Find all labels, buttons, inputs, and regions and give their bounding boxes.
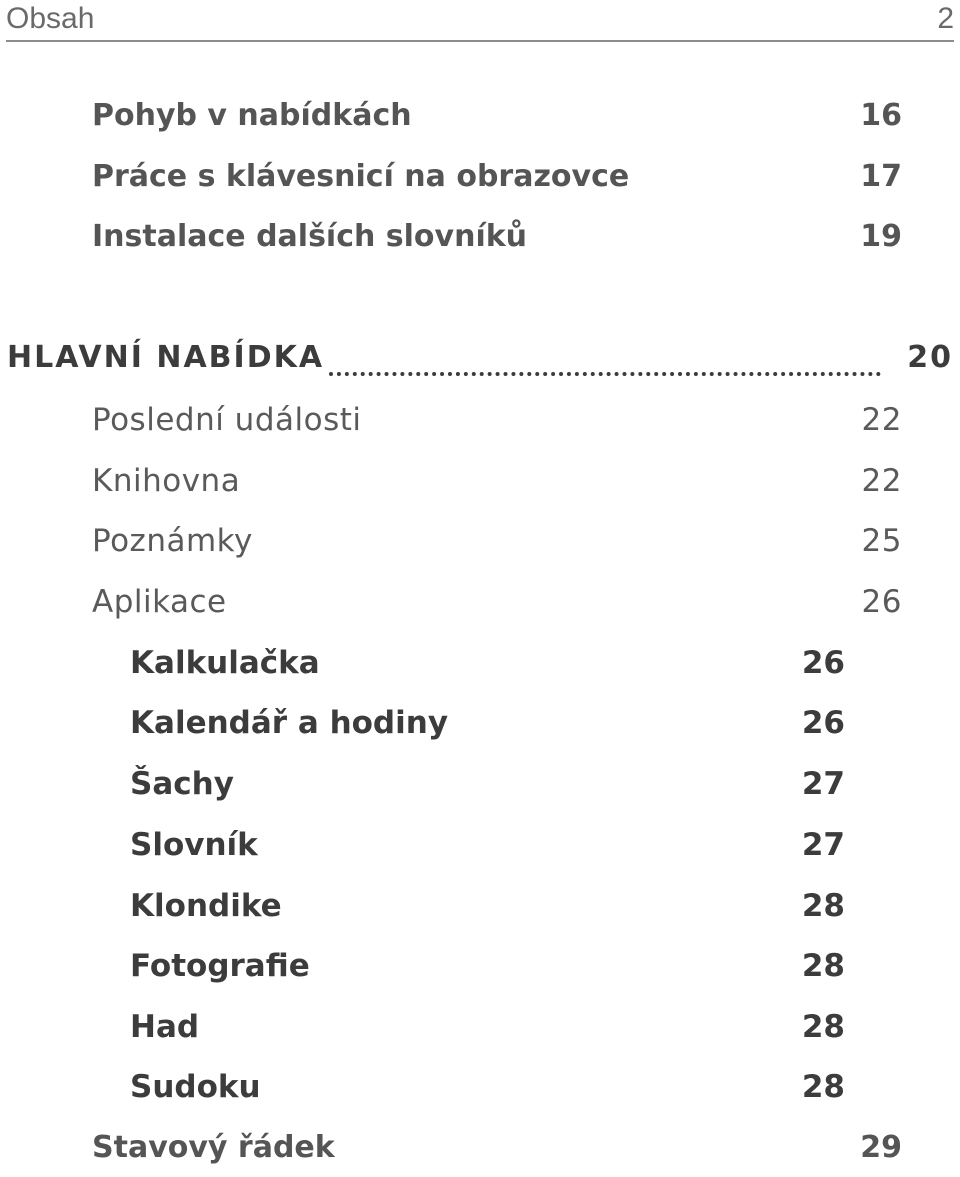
toc-section[interactable] [92,582,902,626]
toc-subsection-page: 28 [801,1009,845,1045]
toc-chapter-page: 20 [907,340,953,375]
toc-chapter-label: HLAVNÍ NABÍDKA [7,340,325,375]
toc-section[interactable] [92,400,902,444]
toc-subsection-label: Kalkulačka [130,645,320,681]
toc-section-page: 26 [861,584,902,620]
toc-subsection[interactable] [130,643,845,687]
toc-subsection[interactable] [130,825,845,869]
toc-subsection-label: Slovník [130,827,258,863]
toc-subsection-page: 28 [801,888,845,924]
toc-subsection-label: Sudoku [130,1069,261,1105]
toc-subsection-page: 26 [801,705,845,741]
dot-leader [329,372,881,376]
toc-subsection-label: Had [130,1009,200,1045]
toc-entry-label: Pohyb v nabídkách [92,98,412,133]
toc-subsection-page: 26 [801,645,845,681]
toc-section-page: 22 [861,402,902,438]
toc-section[interactable] [92,461,902,505]
toc-subsection[interactable] [130,1067,845,1111]
toc-subsection-label: Kalendář a hodiny [130,705,449,741]
toc-chapter[interactable] [7,338,953,382]
toc-subsection-label: Klondike [130,888,282,924]
toc-subsection-label: Šachy [130,766,234,802]
toc-subsection-label: Fotografie [130,948,310,984]
toc-entry[interactable] [92,96,902,140]
toc-entry-label: Práce s klávesnicí na obrazovce [92,159,630,194]
page-header [6,0,954,42]
toc-subsection[interactable] [130,1007,845,1051]
toc-section-page: 25 [861,523,902,559]
toc-section[interactable] [92,521,902,565]
toc-entry-page: 17 [860,159,902,194]
toc-entry[interactable] [92,217,902,261]
toc-entry-page: 29 [860,1130,902,1165]
toc-entry-label: Stavový řádek [92,1130,335,1165]
toc-subsection-page: 27 [801,827,845,863]
toc-entry-label: Instalace dalších slovníků [92,219,528,254]
toc-entry[interactable] [92,157,902,201]
toc-section-label: Knihovna [92,463,241,499]
header-page-number: 2 [937,2,954,35]
toc-section-label: Poznámky [92,523,253,559]
toc-entry[interactable] [92,1128,902,1172]
toc-entry-page: 19 [860,219,902,254]
toc-section-label: Poslední události [92,402,362,438]
header-title: Obsah [6,2,95,35]
toc-subsection-page: 27 [801,766,845,802]
toc-section-label: Aplikace [92,584,227,620]
toc-subsection-page: 28 [801,1069,845,1105]
toc-subsection[interactable] [130,764,845,808]
toc-entry-page: 16 [860,98,902,133]
toc-subsection-page: 28 [801,948,845,984]
toc-subsection[interactable] [130,946,845,990]
toc-subsection[interactable] [130,703,845,747]
toc-subsection[interactable] [130,886,845,930]
toc-section-page: 22 [861,463,902,499]
